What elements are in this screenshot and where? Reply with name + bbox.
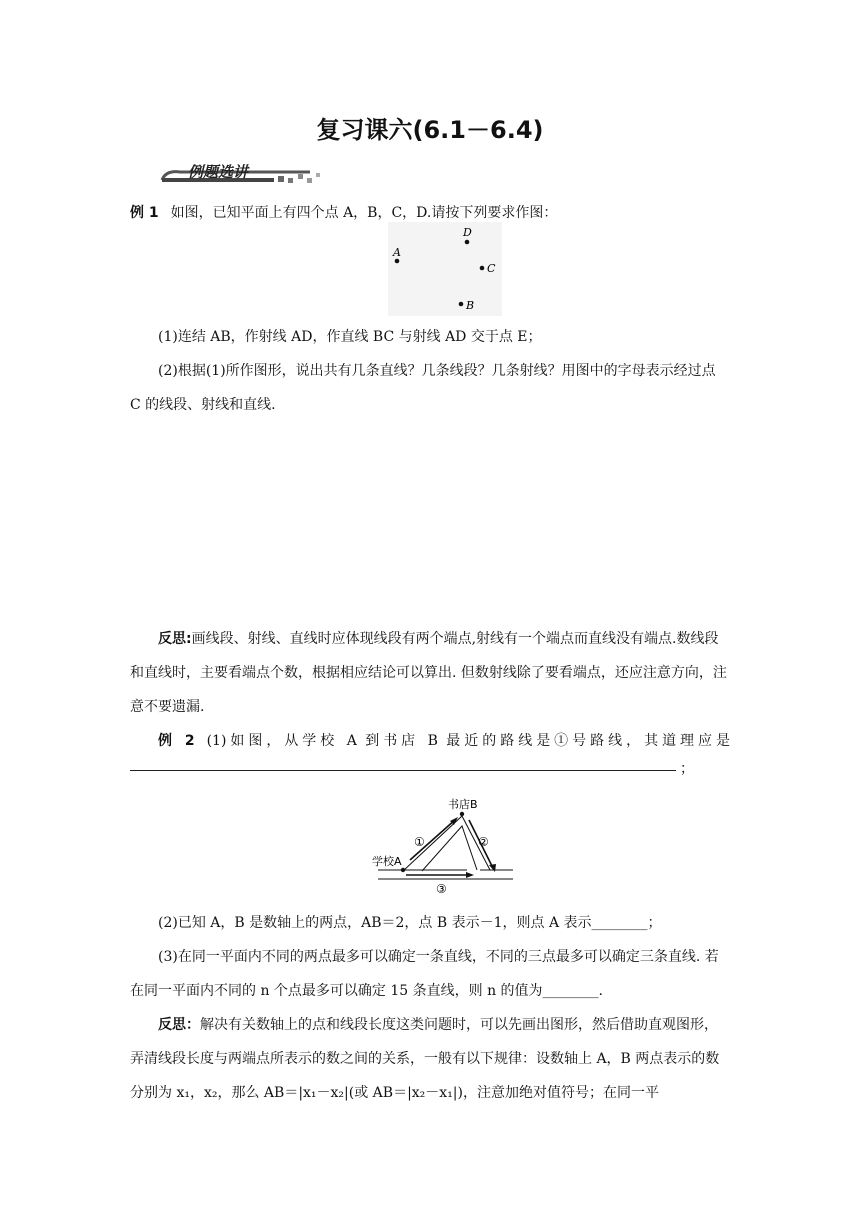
- section-banner: [160, 160, 330, 186]
- ex1-q2: (2)根据(1)所作图形，说出共有几条直线？几条线段？几条射线？用图中的字母表示经过点 C 的线段、射线和直线.: [130, 363, 716, 413]
- ex2-figure: [370, 794, 520, 898]
- ex1-text: 如图，已知平面上有四个点 A，B，C，D.请按下列要求作图：: [170, 205, 558, 221]
- point-a: [395, 259, 400, 264]
- point-d: [465, 240, 470, 245]
- reflection2: [130, 1008, 730, 1110]
- route-1-label: ①: [414, 835, 425, 849]
- ex2-q1: [130, 724, 730, 758]
- banner-label: 例题选讲: [188, 163, 249, 181]
- ex2-label: 例 2: [158, 733, 195, 749]
- school-label: 学校A: [372, 855, 402, 868]
- ex1-q1: (1)连结 AB，作射线 AD，作直线 BC 与射线 AD 交于点 E；: [158, 329, 542, 345]
- route-3-label: ③: [436, 882, 447, 896]
- reflection1: [130, 622, 730, 724]
- ex1-label: 例 1: [130, 205, 159, 221]
- reflection2-text: 解决有关数轴上的点和线段长度这类问题时，可以先画出图形，然后借助直观图形，弄清线段长度与两端点所表示的数之间的关系，一般有以下规律：设数轴上 A，B 两点表示的数分别为 x₁，x₂，那么 AB＝|x₁－x₂|(或 AB＝|x₂－x₁|)，注意加绝对值符号；在同一平: [130, 1017, 720, 1101]
- reflection1-label: 反思:: [158, 631, 192, 647]
- reflection2-label: 反思：: [158, 1017, 200, 1033]
- ex2-q1-end: ；: [680, 761, 694, 777]
- reflection1-text: 画线段、射线、直线时应体现线段有两个端点,射线有一个端点而直线没有端点.数线段和直线时，主要看端点个数，根据相应结论可以算出. 但数射线除了要看端点，还应注意方向，注意不要遗漏.: [130, 631, 727, 715]
- point-b-label: B: [466, 299, 475, 312]
- ex2-q1-blank: [130, 770, 676, 771]
- route-2-label: ②: [478, 835, 489, 849]
- ex2-q1-text: (1)如图，从学校 A 到书店 B 最近的路线是①号路线，其道理应是: [206, 733, 730, 749]
- point-store: [460, 812, 464, 816]
- point-b: [459, 302, 464, 307]
- ex2-q2: (2)已知 A，B 是数轴上的两点，AB＝2，点 B 表示－1，则点 A 表示________；: [158, 915, 662, 931]
- point-c: [480, 266, 485, 271]
- store-label: 书店B: [448, 798, 478, 811]
- point-a-label: A: [393, 246, 401, 259]
- page-title: 复习课六(6.1－6.4): [316, 116, 544, 144]
- point-c-label: C: [487, 262, 496, 275]
- ex2-q3: (3)在同一平面内不同的两点最多可以确定一条直线，不同的三点最多可以确定三条直线. 若在同一平面内不同的 n 个点最多可以确定 15 条直线，则 n 的值为________.: [130, 949, 719, 999]
- point-d-label: D: [463, 226, 472, 239]
- point-school: [401, 868, 405, 872]
- ex1-figure: [388, 222, 502, 316]
